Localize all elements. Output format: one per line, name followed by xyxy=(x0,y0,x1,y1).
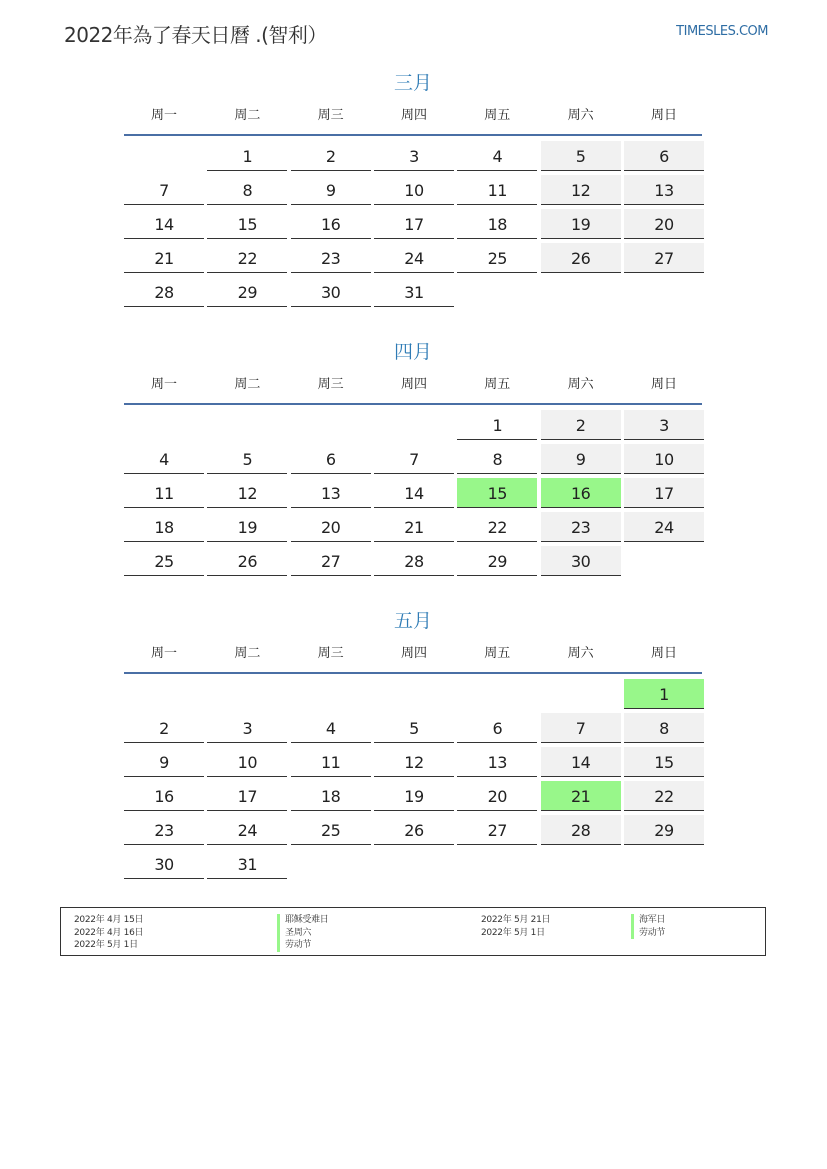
weekday-label: 周日 xyxy=(650,377,677,392)
day-cell: 29 xyxy=(624,815,704,845)
weekday-label: 周六 xyxy=(567,108,594,123)
day-cell: 17 xyxy=(374,209,454,239)
weekday-label: 周二 xyxy=(234,646,261,661)
day-grid xyxy=(124,141,702,307)
legend-holiday-name: 耶稣受难日 xyxy=(277,914,329,927)
month-march xyxy=(124,68,702,307)
day-cell: 21 xyxy=(374,512,454,542)
empty-day-cell xyxy=(624,849,704,879)
day-cell: 11 xyxy=(291,747,371,777)
weekday-label: 周四 xyxy=(400,108,427,123)
day-grid xyxy=(124,410,702,576)
day-cell: 7 xyxy=(374,444,454,474)
month-april xyxy=(124,337,702,576)
day-cell: 20 xyxy=(624,209,704,239)
day-cell: 26 xyxy=(541,243,621,273)
weekday-label: 周一 xyxy=(150,108,177,123)
day-cell: 23 xyxy=(291,243,371,273)
day-cell: 2 xyxy=(291,141,371,171)
empty-day-cell xyxy=(291,679,371,709)
day-cell: 22 xyxy=(624,781,704,811)
empty-day-cell xyxy=(624,546,704,576)
weekday-label: 周二 xyxy=(234,377,261,392)
day-cell: 26 xyxy=(207,546,287,576)
day-grid xyxy=(124,679,702,879)
day-cell: 27 xyxy=(457,815,537,845)
day-cell: 22 xyxy=(207,243,287,273)
site-link[interactable]: TIMESLES.COM xyxy=(676,24,768,39)
empty-day-cell xyxy=(457,679,537,709)
day-cell: 4 xyxy=(291,713,371,743)
day-cell: 5 xyxy=(207,444,287,474)
legend-date: 2022年 4月 16日 xyxy=(74,927,144,938)
day-cell: 10 xyxy=(624,444,704,474)
day-cell: 13 xyxy=(624,175,704,205)
month-title: 三月 xyxy=(393,72,432,94)
day-cell: 13 xyxy=(457,747,537,777)
weekday-label: 周五 xyxy=(484,377,511,392)
day-cell: 3 xyxy=(624,410,704,440)
day-cell: 12 xyxy=(374,747,454,777)
day-cell: 3 xyxy=(374,141,454,171)
day-cell: 16 xyxy=(541,478,621,508)
day-cell: 1 xyxy=(207,141,287,171)
day-cell: 31 xyxy=(374,277,454,307)
empty-day-cell xyxy=(207,410,287,440)
empty-day-cell xyxy=(541,849,621,879)
legend-holiday-name: 劳动节 xyxy=(631,927,665,940)
legend-date: 2022年 4月 15日 xyxy=(74,915,144,925)
day-cell: 13 xyxy=(291,478,371,508)
empty-day-cell xyxy=(374,849,454,879)
empty-day-cell xyxy=(541,277,621,307)
empty-day-cell xyxy=(291,410,371,440)
weekday-label: 周一 xyxy=(150,377,177,392)
day-cell: 5 xyxy=(374,713,454,743)
day-cell: 30 xyxy=(291,277,371,307)
day-cell: 21 xyxy=(541,781,621,811)
day-cell: 15 xyxy=(207,209,287,239)
legend-holiday-name: 海军日 xyxy=(631,914,665,927)
day-cell: 14 xyxy=(374,478,454,508)
day-cell: 9 xyxy=(291,175,371,205)
legend-date: 2022年 5月 21日 xyxy=(481,915,551,925)
day-cell: 20 xyxy=(291,512,371,542)
weekday-label: 周五 xyxy=(484,108,511,123)
weekday-label: 周六 xyxy=(567,646,594,661)
weekday-label: 周二 xyxy=(234,108,261,123)
day-cell: 15 xyxy=(624,747,704,777)
legend-date: 2022年 5月 1日 xyxy=(74,940,138,950)
empty-day-cell xyxy=(541,679,621,709)
day-cell: 12 xyxy=(541,175,621,205)
empty-day-cell xyxy=(124,410,204,440)
day-cell: 8 xyxy=(457,444,537,474)
day-cell: 2 xyxy=(541,410,621,440)
day-cell: 5 xyxy=(541,141,621,171)
day-cell: 9 xyxy=(124,747,204,777)
holiday-legend xyxy=(60,907,766,956)
day-cell: 14 xyxy=(541,747,621,777)
day-cell: 28 xyxy=(124,277,204,307)
day-cell: 17 xyxy=(624,478,704,508)
header-rule xyxy=(124,134,702,136)
month-title: 四月 xyxy=(393,341,432,363)
legend-dates-right xyxy=(481,914,550,939)
weekday-label: 周六 xyxy=(567,377,594,392)
weekday-label: 周三 xyxy=(317,377,344,392)
day-cell: 19 xyxy=(541,209,621,239)
legend-names-right xyxy=(631,914,665,939)
day-cell: 10 xyxy=(374,175,454,205)
day-cell: 18 xyxy=(124,512,204,542)
weekday-header xyxy=(124,104,702,128)
weekday-label: 周三 xyxy=(317,646,344,661)
weekday-label: 周日 xyxy=(650,108,677,123)
day-cell: 17 xyxy=(207,781,287,811)
day-cell: 6 xyxy=(624,141,704,171)
day-cell: 11 xyxy=(457,175,537,205)
day-cell: 26 xyxy=(374,815,454,845)
day-cell: 1 xyxy=(624,679,704,709)
empty-day-cell xyxy=(457,849,537,879)
header-rule xyxy=(124,672,702,674)
day-cell: 19 xyxy=(374,781,454,811)
legend-date: 2022年 5月 1日 xyxy=(481,927,545,938)
day-cell: 12 xyxy=(207,478,287,508)
day-cell: 2 xyxy=(124,713,204,743)
day-cell: 29 xyxy=(457,546,537,576)
day-cell: 6 xyxy=(291,444,371,474)
day-cell: 30 xyxy=(541,546,621,576)
day-cell: 3 xyxy=(207,713,287,743)
day-cell: 4 xyxy=(124,444,204,474)
header-rule xyxy=(124,403,702,405)
day-cell: 14 xyxy=(124,209,204,239)
day-cell: 23 xyxy=(541,512,621,542)
day-cell: 24 xyxy=(374,243,454,273)
legend-names-left xyxy=(277,914,329,952)
day-cell: 21 xyxy=(124,243,204,273)
day-cell: 10 xyxy=(207,747,287,777)
day-cell: 16 xyxy=(124,781,204,811)
empty-day-cell xyxy=(457,277,537,307)
day-cell: 27 xyxy=(291,546,371,576)
day-cell: 28 xyxy=(541,815,621,845)
weekday-label: 周一 xyxy=(150,646,177,661)
day-cell: 8 xyxy=(624,713,704,743)
empty-day-cell xyxy=(374,410,454,440)
day-cell: 4 xyxy=(457,141,537,171)
weekday-label: 周日 xyxy=(650,646,677,661)
day-cell: 6 xyxy=(457,713,537,743)
empty-day-cell xyxy=(124,679,204,709)
page-title: 2022年為了春天日曆 .(智利） xyxy=(64,23,327,47)
month-may xyxy=(124,606,702,879)
day-cell: 27 xyxy=(624,243,704,273)
weekday-label: 周四 xyxy=(400,646,427,661)
day-cell: 25 xyxy=(291,815,371,845)
legend-holiday-name: 圣周六 xyxy=(277,927,329,940)
legend-dates-left xyxy=(74,914,143,952)
day-cell: 8 xyxy=(207,175,287,205)
empty-day-cell xyxy=(374,679,454,709)
weekday-header xyxy=(124,373,702,397)
day-cell: 30 xyxy=(124,849,204,879)
empty-day-cell xyxy=(291,849,371,879)
day-cell: 19 xyxy=(207,512,287,542)
day-cell: 1 xyxy=(457,410,537,440)
day-cell: 24 xyxy=(624,512,704,542)
day-cell: 16 xyxy=(291,209,371,239)
legend-holiday-name: 劳动节 xyxy=(277,939,329,952)
day-cell: 15 xyxy=(457,478,537,508)
weekday-label: 周四 xyxy=(400,377,427,392)
empty-day-cell xyxy=(624,277,704,307)
day-cell: 31 xyxy=(207,849,287,879)
day-cell: 24 xyxy=(207,815,287,845)
day-cell: 29 xyxy=(207,277,287,307)
month-title: 五月 xyxy=(393,610,432,632)
empty-day-cell xyxy=(124,141,204,171)
day-cell: 11 xyxy=(124,478,204,508)
day-cell: 25 xyxy=(124,546,204,576)
day-cell: 9 xyxy=(541,444,621,474)
day-cell: 7 xyxy=(541,713,621,743)
empty-day-cell xyxy=(207,679,287,709)
day-cell: 22 xyxy=(457,512,537,542)
day-cell: 20 xyxy=(457,781,537,811)
day-cell: 7 xyxy=(124,175,204,205)
day-cell: 18 xyxy=(457,209,537,239)
day-cell: 18 xyxy=(291,781,371,811)
day-cell: 28 xyxy=(374,546,454,576)
weekday-label: 周五 xyxy=(484,646,511,661)
weekday-header xyxy=(124,642,702,666)
weekday-label: 周三 xyxy=(317,108,344,123)
day-cell: 23 xyxy=(124,815,204,845)
day-cell: 25 xyxy=(457,243,537,273)
